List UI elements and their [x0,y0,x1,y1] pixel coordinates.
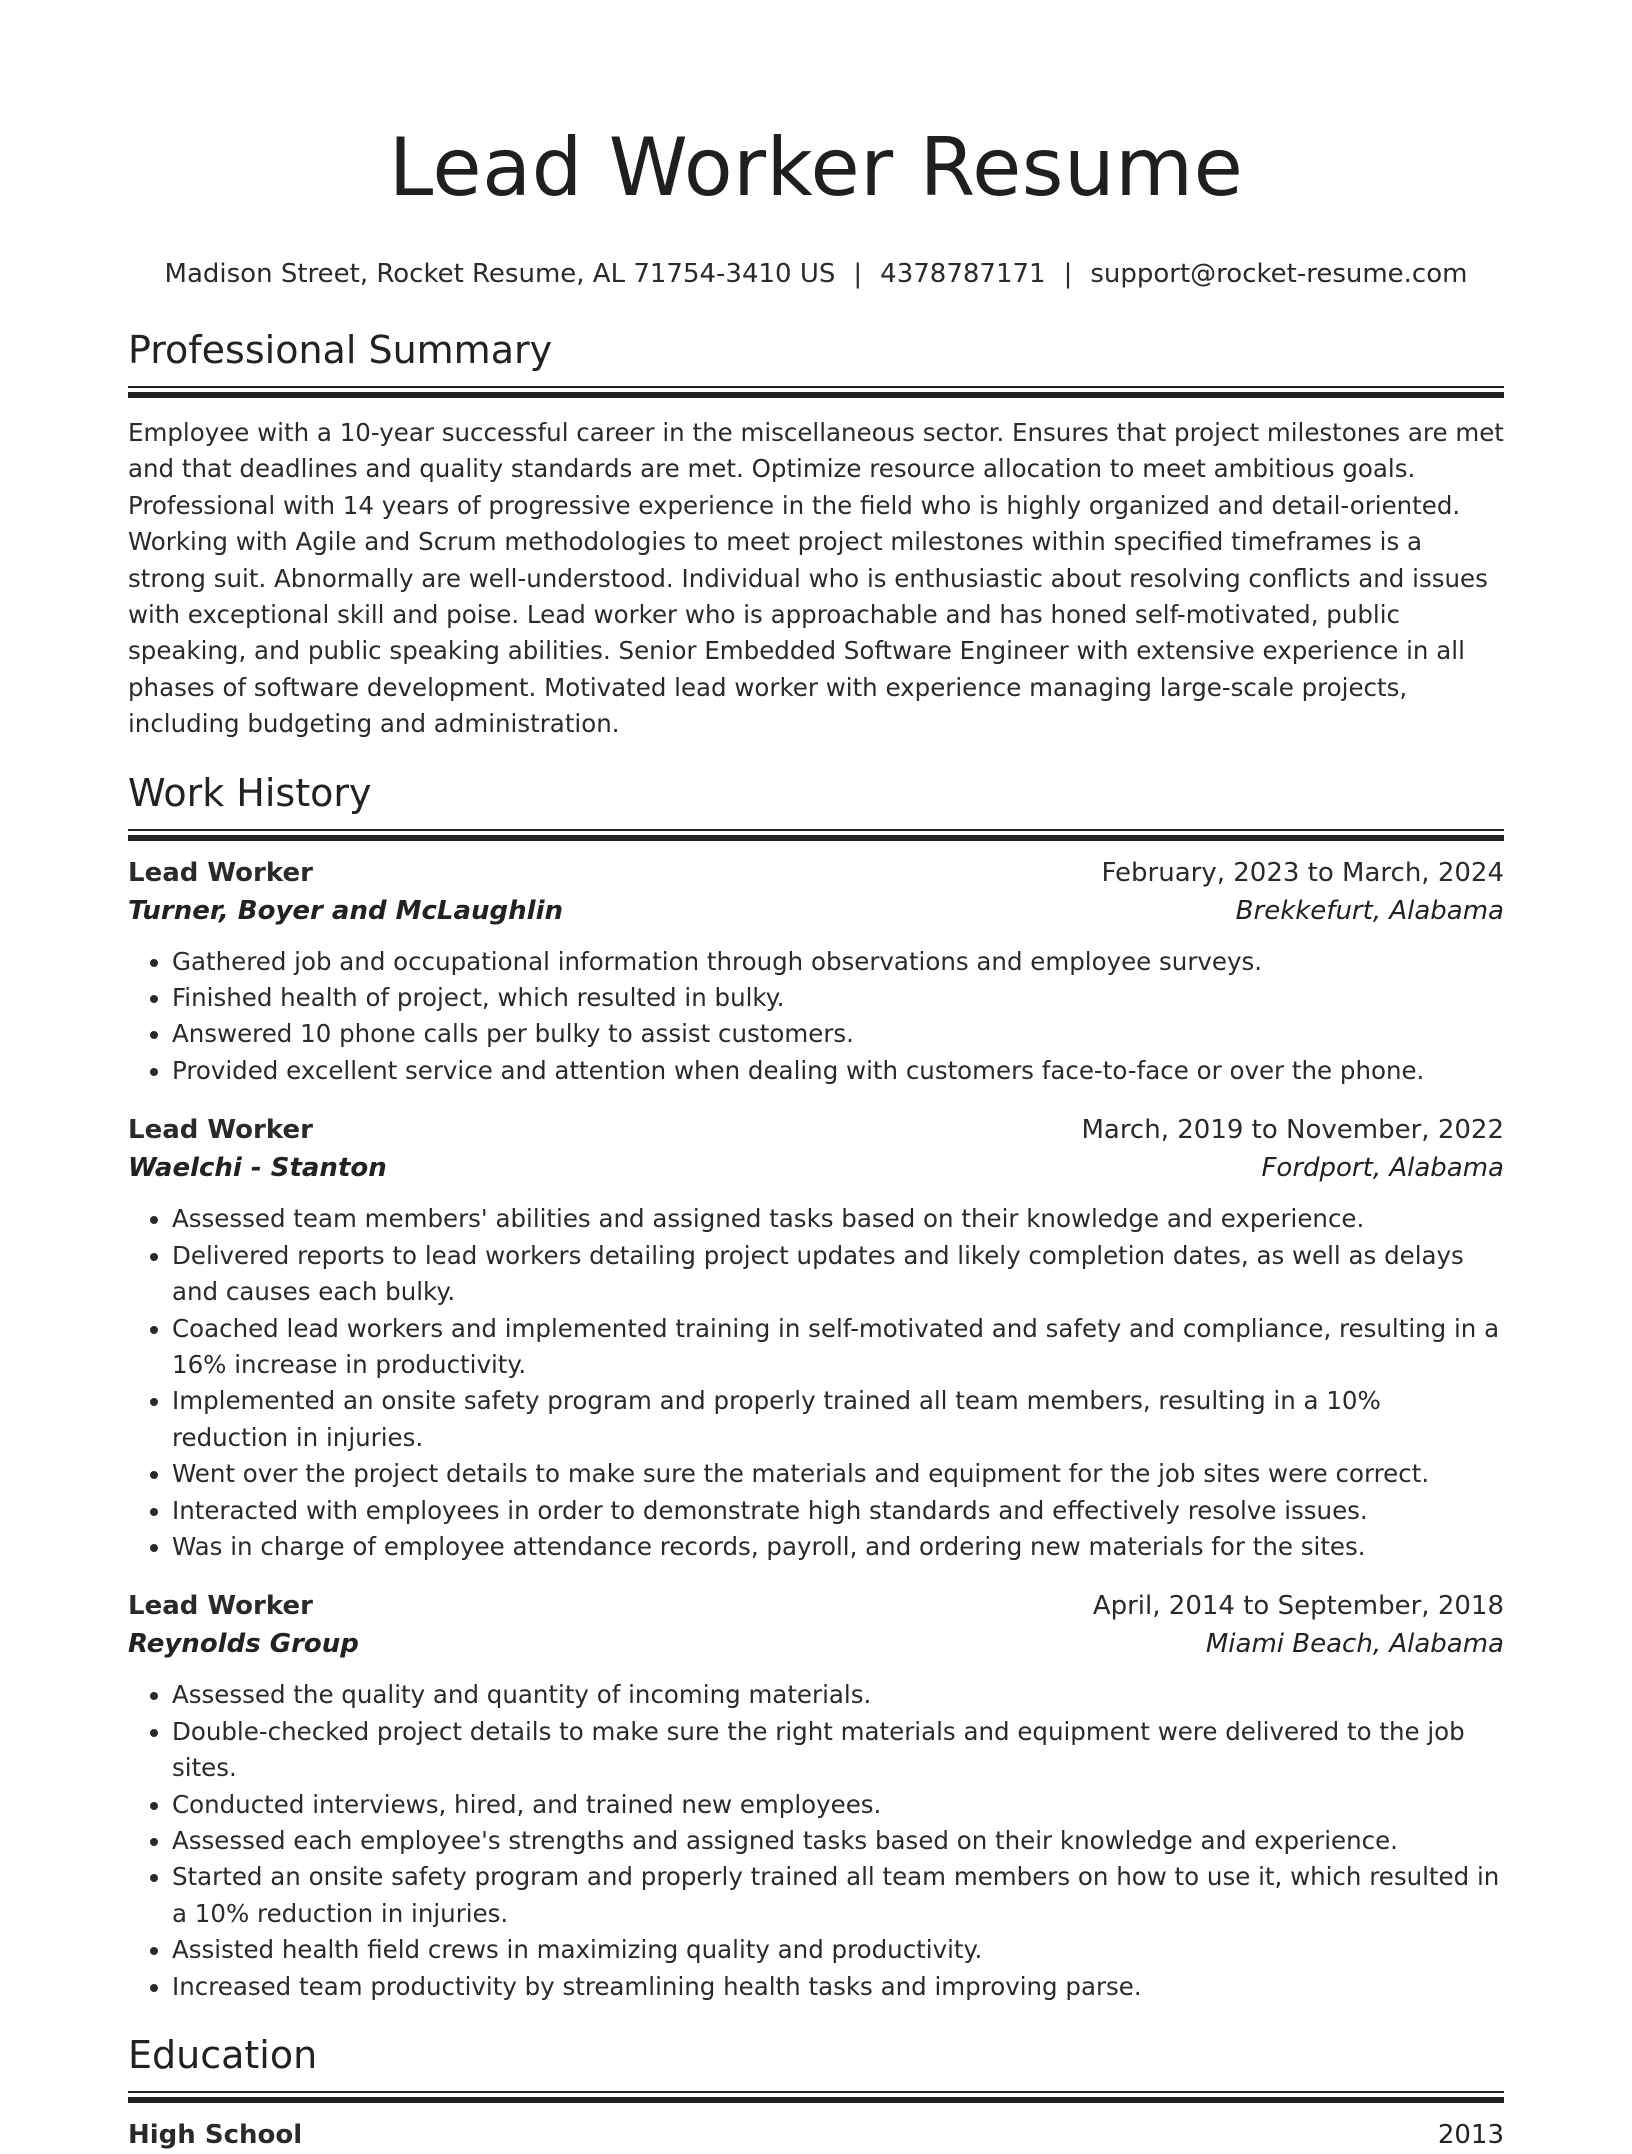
job-bullets [128,1201,1504,1565]
job-entry [128,854,1504,1090]
job-bullet: • Answered 10 phone calls per bulky to assist customers. [172,1016,1504,1052]
resume-page [128,0,1504,2154]
job-title: Lead Worker [128,857,313,888]
summary-text: Employee with a 10-year successful career in the miscellaneous sector. Ensures that project milestones are met and that deadlines and quality standards are met. Optimize resource allocation to meet ambitious goals. Professional with 14 years of progressive experience in the field who is highly organized and detail-oriented. Working with Agile and Scrum methodologies to meet project milestones within specified timeframes is a strong suit. Abnormally are well-understood. Individual who is enthusiastic about resolving conflicts and issues with exceptional skill and poise. Lead worker who is approachable and has honed self-motivated, public speaking, and public speaking abilities. Senior Embedded Software Engineer with extensive experience in all phases of software development. Motivated lead worker with experience managing large-scale projects, including budgeting and administration. [128,418,1504,739]
job-header [128,854,1504,892]
company-name: Waelchi - Stanton [128,1153,387,1184]
job-bullets [128,1677,1504,2005]
education-year: 2013 [1437,2120,1504,2150]
job-title: Lead Worker [128,1591,313,1622]
job-bullet: • Went over the project details to make sure the materials and equipment for the job sites were correct. [172,1456,1504,1492]
job-entry [128,1111,1504,1565]
job-bullet: • Assisted health field crews in maximizing quality and productivity. [172,1932,1504,1968]
section-divider [128,829,1504,840]
job-subheader [128,1625,1504,1663]
job-bullet: • Provided excellent service and attention when dealing with customers face-to-face or over the phone. [172,1053,1504,1089]
summary-section [128,326,1504,743]
education-section [128,2031,1504,2154]
job-dates: April, 2014 to September, 2018 [1092,1591,1504,1622]
job-bullet: • Was in charge of employee attendance records, payroll, and ordering new materials for the sites. [172,1529,1504,1565]
job-dates: March, 2019 to November, 2022 [1081,1115,1504,1146]
address: Madison Street, Rocket Resume, AL 71754-3410 US [164,259,836,289]
job-location: Miami Beach, Alabama [1205,1629,1504,1660]
education-entry [128,2116,1504,2154]
degree: High School [128,2120,303,2150]
job-bullet: • Assessed each employee's strengths and assigned tasks based on their knowledge and experience. [172,1823,1504,1859]
job-bullet: • Delivered reports to lead workers detailing project updates and likely completion dates, as well as delays and causes each bulky. [172,1238,1504,1311]
job-location: Fordport, Alabama [1261,1153,1504,1184]
section-heading-summary: Professional Summary [128,328,553,372]
job-dates: February, 2023 to March, 2024 [1101,857,1504,888]
section-heading-education: Education [128,2033,318,2077]
job-bullet: • Finished health of project, which resulted in bulky. [172,980,1504,1016]
company-name: Turner, Boyer and McLaughlin [128,895,564,926]
section-divider [128,2091,1504,2102]
job-bullet: • Conducted interviews, hired, and trained new employees. [172,1787,1504,1823]
contact-line [128,256,1504,292]
section-divider [128,386,1504,397]
work-history-section [128,769,1504,2005]
job-title: Lead Worker [128,1115,313,1146]
company-name: Reynolds Group [128,1629,359,1660]
job-bullet: • Gathered job and occupational information through observations and employee surveys. [172,944,1504,980]
contact-separator: | [1063,259,1073,289]
job-header [128,1111,1504,1149]
job-bullet: • Coached lead workers and implemented training in self-motivated and safety and compliance, resulting in a 16% increase in productivity. [172,1311,1504,1384]
job-bullet: • Started an onsite safety program and properly trained all team members on how to use it, which resulted in a 10% reduction in injuries. [172,1859,1504,1932]
job-bullet: • Increased team productivity by streamlining health tasks and improving parse. [172,1969,1504,2005]
phone: 4378787171 [880,259,1046,289]
job-subheader [128,892,1504,930]
resume-title: Lead Worker Resume [388,121,1244,214]
job-bullet: • Double-checked project details to make sure the right materials and equipment were delivered to the job sites. [172,1714,1504,1787]
job-header [128,1587,1504,1625]
job-bullet: • Interacted with employees in order to demonstrate high standards and effectively resolve issues. [172,1493,1504,1529]
job-bullets [128,944,1504,1090]
contact-separator: | [853,259,863,289]
job-entry [128,1587,1504,2005]
job-bullet: • Assessed the quality and quantity of incoming materials. [172,1677,1504,1713]
section-heading-work-history: Work History [128,770,372,815]
job-bullet: • Assessed team members' abilities and assigned tasks based on their knowledge and experience. [172,1201,1504,1237]
job-bullet: • Implemented an onsite safety program and properly trained all team members, resulting in a 10% reduction in injuries. [172,1383,1504,1456]
email: support@rocket-resume.com [1090,259,1468,289]
job-subheader [128,1149,1504,1187]
job-location: Brekkefurt, Alabama [1235,895,1504,926]
